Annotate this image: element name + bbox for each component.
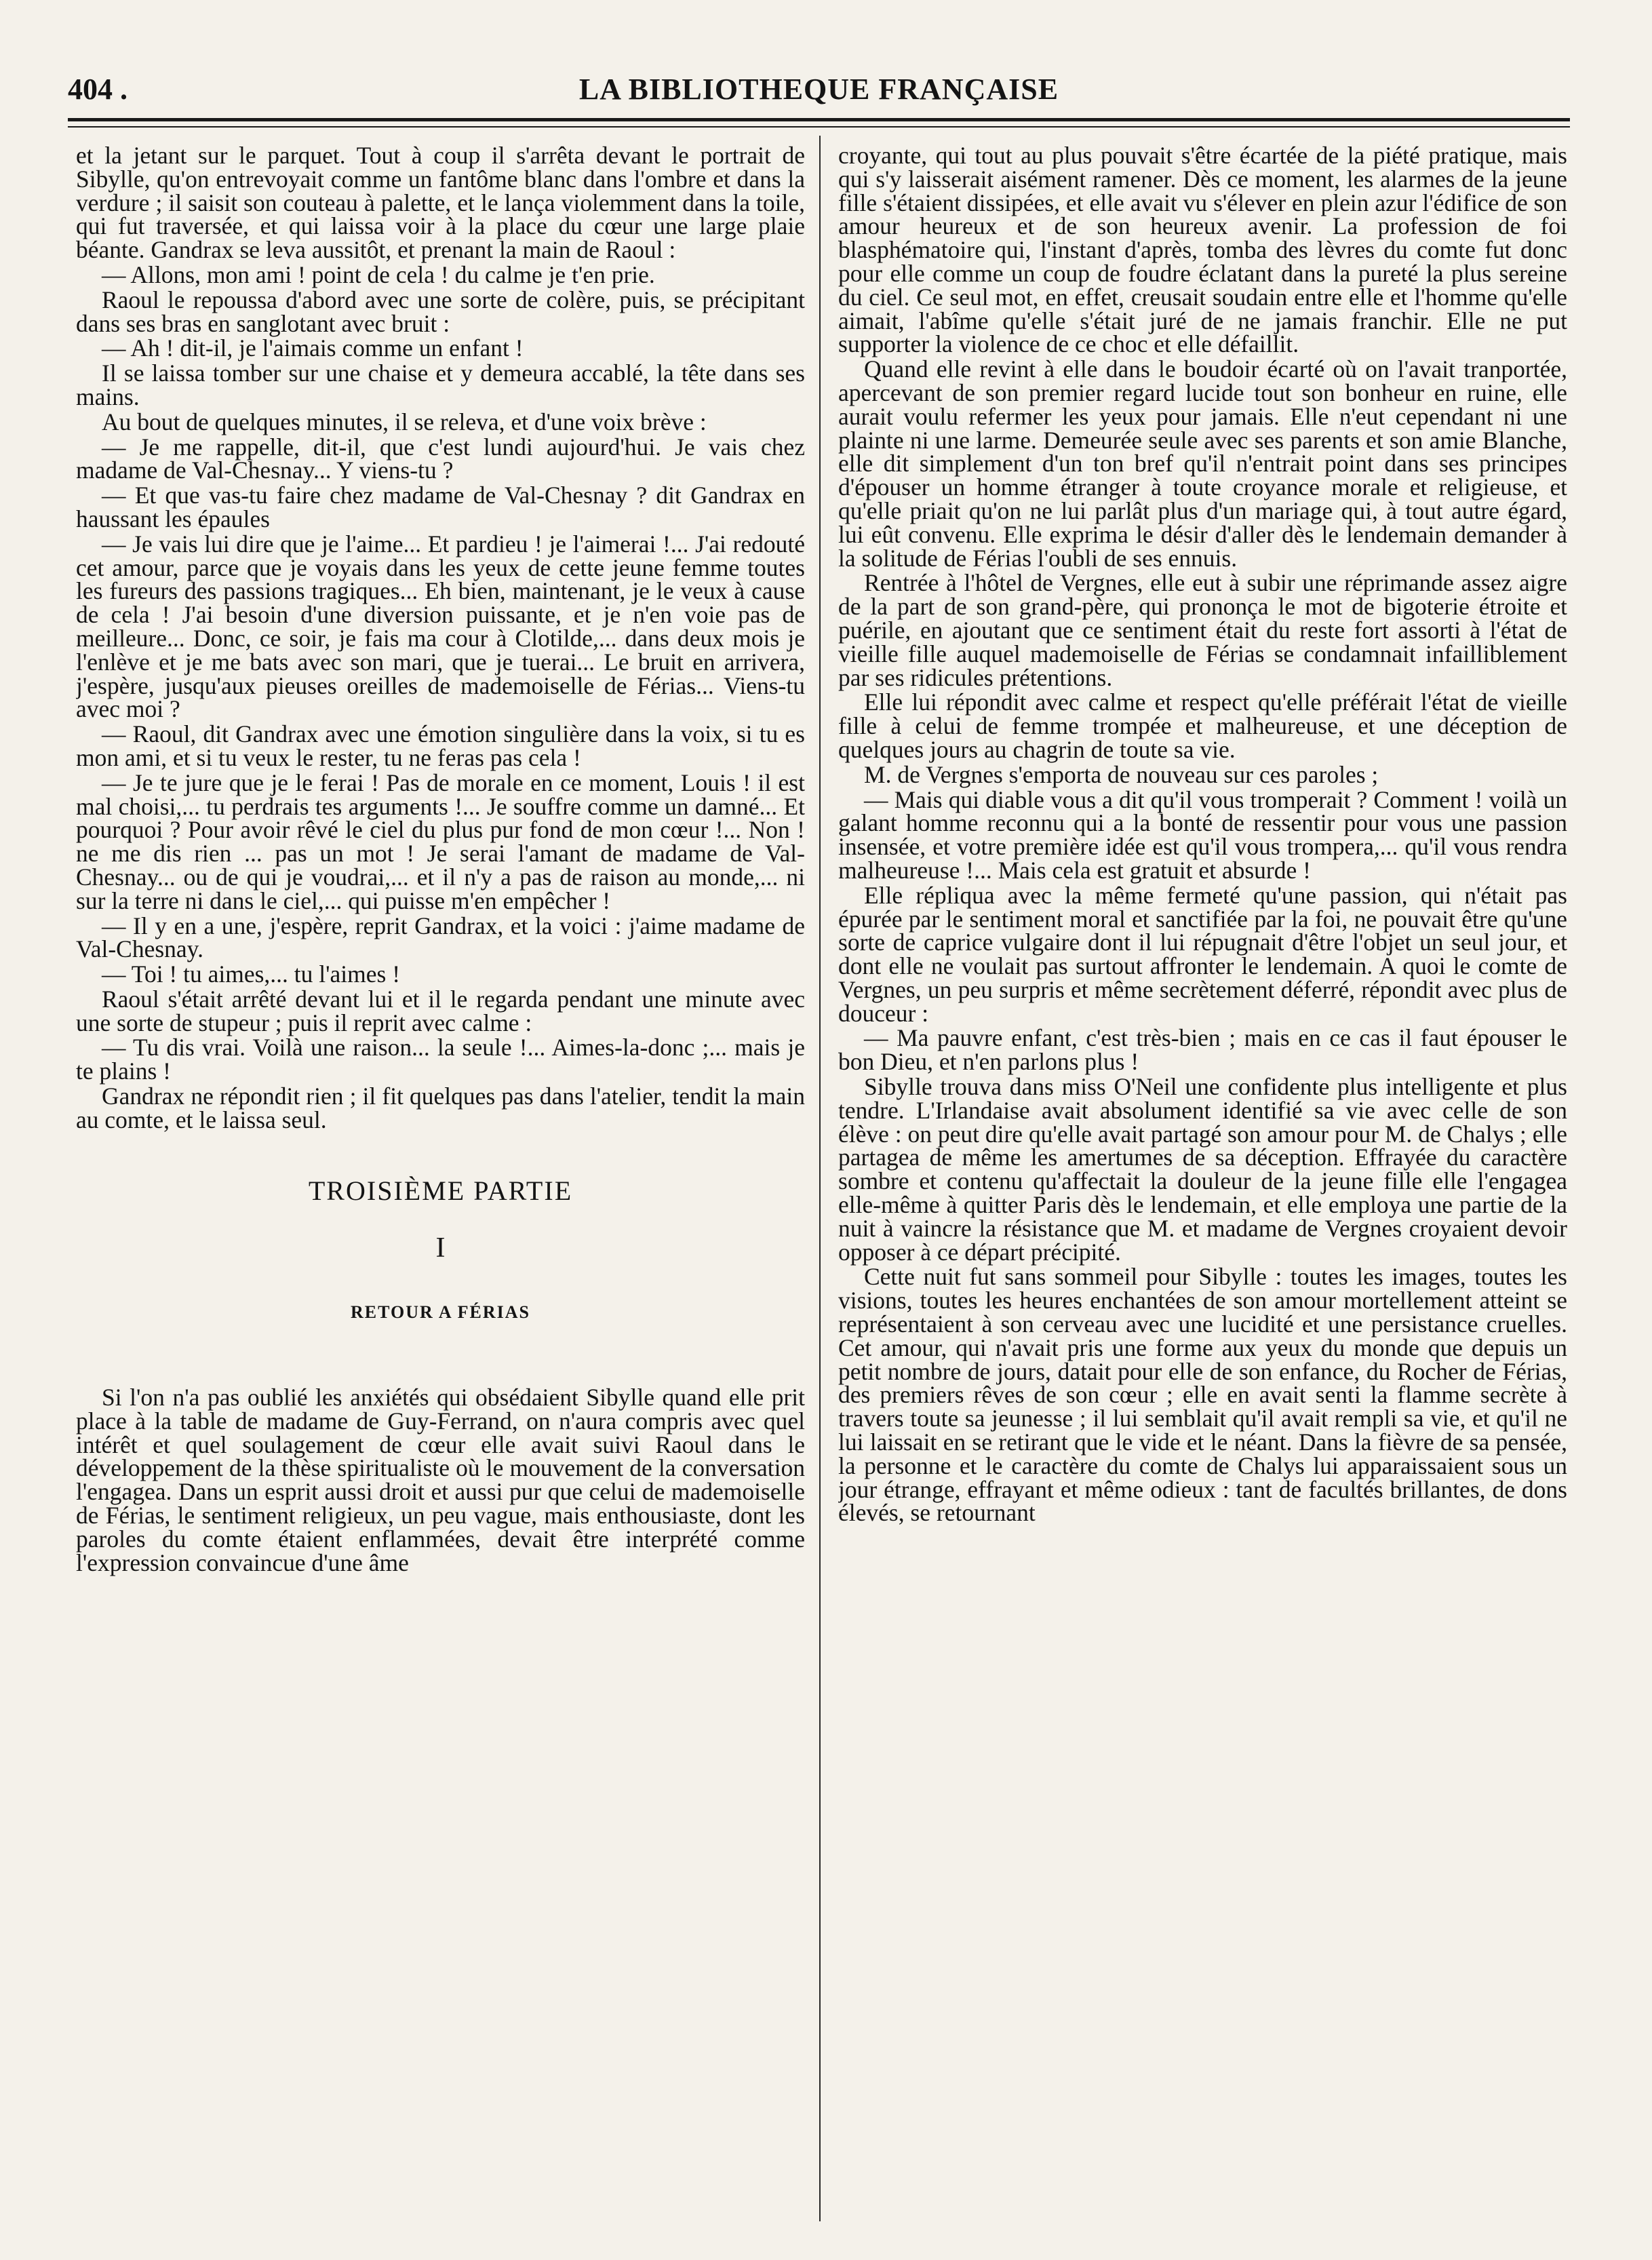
paragraph: — Ma pauvre enfant, c'est très-bien ; mais en ce cas il faut épouser le bon Dieu, et n'en parlons plus ! (838, 1024, 1567, 1076)
header-rule-thick (68, 118, 1570, 121)
paragraph: Raoul s'était arrêté devant lui et il le regarda pendant une minute avec une sorte de stupeur ; puis il reprit avec calme : (76, 985, 805, 1036)
paragraph: M. de Vergnes s'emporta de nouveau sur ces paroles ; (864, 760, 1379, 788)
paragraph: Elle répliqua avec la même fermeté qu'une passion, qui n'était pas épurée par le sentiment moral et sanctifiée par la foi, ne pouvait être qu'une sorte de caprice vulgaire dont il lui répugnait d'être l'objet un seul jour, et dont elle ne voulait pas surtout affronter le lendemain. A quoi le comte de Vergnes, un peu surpris et même secrètement déferré, répondit avec plus de douceur : (838, 881, 1567, 1027)
paragraph: et la jetant sur le parquet. Tout à coup il s'arrêta devant le portrait de Sibylle, qu'on entrevoyait comme un fantôme blanc dans l'ombre et dans la verdure ; il saisit son couteau à palette, et le lança violemment dans la toile, qui fut traversée, et qui laissa voir à la place du cœur une large plaie béante. Gandrax se leva aussitôt, et prenant la main de Raoul : (76, 144, 805, 264)
running-title: LA BIBLIOTHEQUE FRANÇAISE (578, 73, 1059, 106)
paragraph: — Ah ! dit-il, je l'aimais comme un enfant ! (102, 334, 524, 362)
part-title: TROISIÈME PARTIE (308, 1175, 573, 1206)
paragraph: — Je vais lui dire que je l'aime... Et pardieu ! je l'aimerai !... J'ai redouté cet amour, parce que je voyais dans les yeux de cette jeune femme toutes les fureurs des passions tragiques... Eh bien, maintenant, je le veux à cause de cela ! J'ai besoin d'une diversion puissante, et je n'en voie pas de meilleure... Donc, ce soir, je fais ma cour à Clotilde,... dans deux mois je l'enlève et je me bats avec son mari, que je tuerai... Le bruit en arrivera, j'espère, jusqu'aux pieuses oreilles de mademoiselle de Férias... Viens-tu avec moi ? (76, 530, 805, 723)
paragraph: Sibylle trouva dans miss O'Neil une confidente plus intelligente et plus tendre. L'Irlandaise avait absolument identifié sa vie avec celle de son élève : on peut dire qu'elle avait partagé son amour pour M. de Chalys ; elle partagea de même les amertumes de sa déception. Effrayée du caractère sombre et contenu qu'affectait la douleur de la jeune fille elle l'engagea elle-même à quitter Paris dès le lendemain, et elle employa une partie de la nuit à vaincre la résistance que M. et madame de Vergnes croyaient devoir opposer à ce départ précipité. (838, 1073, 1567, 1266)
paragraph: — Allons, mon ami ! point de cela ! du calme je t'en prie. (102, 260, 655, 288)
left-paragraphs-after (76, 1386, 805, 1574)
column-divider (819, 136, 821, 2221)
paragraph: — Tu dis vrai. Voilà une raison... la seule !... Aimes-la-donc ;... mais je te plains ! (76, 1034, 805, 1085)
page-header (68, 68, 1570, 115)
header-rule-thin (68, 126, 1570, 128)
paragraph: Il se laissa tomber sur une chaise et y demeura accablé, la tête dans ses mains. (76, 359, 805, 410)
paragraph: Rentrée à l'hôtel de Vergnes, elle eut à subir une réprimande assez aigre de la part de son grand-père, qui prononça le mot de bigoterie étroite et puérile, en ajoutant que ce sentiment était du reste fort assorti à l'état de vieille fille auquel mademoiselle de Férias se condamnait infailliblement par ses ridicules prétentions. (838, 569, 1567, 691)
paragraph: croyante, qui tout au plus pouvait s'être écartée de la piété pratique, mais qui s'y laisserait aisément ramener. Dès ce moment, les alarmes de la jeune fille s'étaient dissipées, et elle avait vu s'élever en plein azur l'édifice de son amour heureux et de son heureux avenir. La profession de foi blasphématoire qui, l'instant d'après, tomba des lèvres du comte fut donc pour elle comme un coup de foudre éclatant dans la pureté la plus sereine du ciel. Ce seul mot, en effet, creusait soudain entre elle et l'homme qu'elle aimait, l'abîme qu'elle s'était juré de ne jamais franchir. Elle ne put supporter la violence de ce choc et elle défaillit. (838, 144, 1567, 358)
paragraph: Au bout de quelques minutes, il se releva, et d'une voix brève : (102, 408, 707, 435)
paragraph: Si l'on n'a pas oublié les anxiétés qui obsédaient Sibylle quand elle prit place à la table de madame de Guy-Ferrand, on n'aura compris avec quel intérêt et quel soulagement de cœur elle avait suivi Raoul dans le développement de la thèse spiritualiste où le mouvement de la conversation l'engagea. Dans un esprit aussi droit et aussi pur que celui de mademoiselle de Férias, le sentiment religieux, un peu vague, mais enthousiaste, dont les paroles du comte étaient enflammées, devait être interprété comme l'expression convaincue d'une âme (76, 1384, 805, 1576)
paragraph: — Mais qui diable vous a dit qu'il vous tromperait ? Comment ! voilà un galant homme reconnu qui a la bonté de ressentir pour vous une passion insensée, et votre première idée est qu'il vous trompera,... qu'il vous rendra malheureuse !... Mais cela est gratuit et absurde ! (838, 785, 1567, 884)
paragraph: Raoul le repoussa d'abord avec une sorte de colère, puis, se précipitant dans ses bras en sanglotant avec bruit : (76, 286, 805, 337)
paragraph: — Je te jure que je le ferai ! Pas de morale en ce moment, Louis ! il est mal choisi,... tu perdrais tes arguments !... Je souffre comme un damné... Et pourquoi ? Pour avoir rêvé le ciel du plus pur fond de mon cœur !... Non ! ne me dis rien ... pas un mot ! Je serai l'amant de madame de Val-Chesnay... ou de qui je voudrai,... et il n'y a pas de raison au monde,... ni sur la terre ni dans le ciel,... qui puisse m'en empêcher ! (76, 768, 805, 914)
paragraph: — Il y en a une, j'espère, reprit Gandrax, et la voici : j'aime madame de Val-Chesnay. (76, 912, 805, 963)
chapter-number: I (435, 1232, 446, 1264)
chapter-title: RETOUR A FÉRIAS (350, 1302, 531, 1323)
page-number: 404 . (68, 73, 127, 106)
right-column (838, 144, 1567, 2206)
paragraph: Quand elle revint à elle dans le boudoir écarté où on l'avait tranportée, apercevant de son premier regard lucide tout son bonheur en ruine, elle aurait voulu refermer les yeux pour jamais. Elle n'eut cependant ni une plainte ni une larme. Demeurée seule avec ses parents et son amie Blanche, elle dit simplement d'un ton bref qu'il n'entrait point dans ses principes d'épouser un homme étranger à toute croyance morale et religieuse, et qu'elle priait qu'on ne lui parlât plus d'un mariage qui, à tout autre égard, lui eût convenu. Elle exprima le désir d'aller dès le lendemain demander à la solitude de Férias l'oubli de ses ennuis. (838, 355, 1567, 572)
paragraph: — Raoul, dit Gandrax avec une émotion singulière dans la voix, si tu es mon ami, et si tu veux le rester, tu ne feras pas cela ! (76, 720, 805, 771)
paragraph: — Toi ! tu aimes,... tu l'aimes ! (102, 960, 401, 988)
paragraph: — Et que vas-tu faire chez madame de Val-Chesnay ? dit Gandrax en haussant les épaules (76, 482, 805, 532)
left-paragraphs-before (76, 144, 805, 1132)
paragraph: Gandrax ne répondit rien ; il fit quelques pas dans l'atelier, tendit la main au comte, et le laissa seul. (76, 1083, 805, 1133)
paragraph: Cette nuit fut sans sommeil pour Sibylle : toutes les images, toutes les visions, toutes les heures enchantées de son amour mortellement atteint se représentaient à son cerveau avec une lucidité et une persistance cruelles. Cet amour, qui n'avait pris une forme aux yeux du monde que depuis un petit nombre de jours, datait pour elle de son enfance, du Rocher de Férias, des premiers rêves de son cœur ; elle en avait senti la flamme secrète à travers toute sa jeunesse ; il lui semblait qu'il avait rempli sa vie, et qu'il ne lui laissait en se retirant que le vide et le néant. Dans la fièvre de sa pensée, la personne et le caractère du comte de Chalys lui apparaissaient sous un jour étrange, effrayant et même odieux : tant de facultés brillantes, de dons élevés, se retournant (838, 1263, 1567, 1527)
paragraph: Elle lui répondit avec calme et respect qu'elle préférait l'état de vieille fille à celui de femme trompée et malheureuse, et une déception de quelques jours au chagrin de toute sa vie. (838, 688, 1567, 763)
paragraph: — Je me rappelle, dit-il, que c'est lundi aujourd'hui. Je vais chez madame de Val-Chesnay... Y viens-tu ? (76, 433, 805, 484)
left-column (76, 144, 805, 2206)
